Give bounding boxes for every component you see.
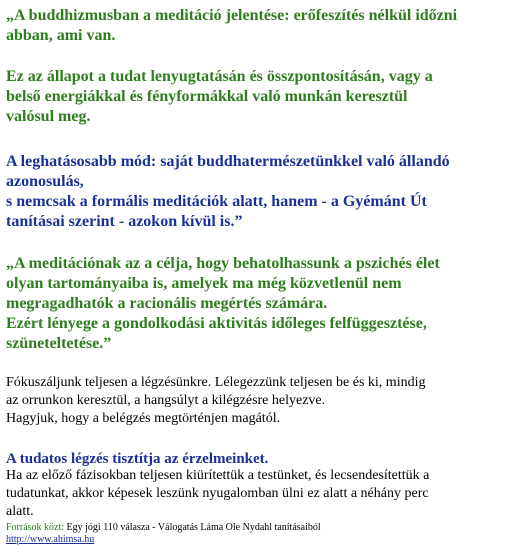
breathing-line1: Fókuszáljunk teljesen a légzésünkre. Lélegezzünk teljesen be és ki, mindig — [6, 375, 426, 390]
quote2-line2: olyan tartományaiba is, amelyek ma még közvetlenül nem — [6, 275, 402, 292]
breathing-line2: az orrunkon keresztül, a hangsúlyt a kilégzésre helyezve. — [6, 393, 326, 408]
breathing-line3: Hagyjuk, hogy a belégzés megtörténjen magától. — [6, 411, 281, 426]
paragraph-most-effective — [6, 152, 514, 232]
paragraph-state — [6, 67, 514, 127]
heading-conscious-breathing: A tudatos légzés tisztítja az érzelmeinket. — [6, 451, 269, 467]
quote-meditation-purpose — [6, 254, 514, 354]
source-citation — [6, 522, 514, 546]
quote2-line4: Ezért lényege a gondolkodási aktivitás időleges felfüggesztése, — [6, 315, 427, 332]
paragraph-breathing — [6, 374, 514, 428]
quote2-line3: megragadhatók a racionális megértés számára. — [6, 295, 328, 312]
conscious-line2: tudatunkat, akkor képesek leszünk nyugalomban ülni ez alatt a néhány perc — [6, 486, 429, 501]
quote1-line1: „A buddhizmusban a meditáció jelentése: erőfeszítés nélkül időzni — [6, 7, 458, 24]
quote1-line2: abban, ami van. — [6, 27, 116, 44]
para2-line3: valósul meg. — [6, 108, 91, 125]
quote2-line5: szüneteltetése.” — [6, 335, 112, 352]
source-label: Források közt: — [6, 522, 65, 533]
para3-line3: s nemcsak a formális meditációk alatt, hanem - a Gyémánt Út — [6, 193, 427, 210]
para3-line1: A leghatásosabb mód: saját buddhatermészetünkkel való állandó — [6, 153, 450, 170]
source-text: Egy jógi 110 válasza - Válogatás Láma Ole Nydahl tanításaiból — [64, 522, 321, 533]
para2-line1: Ez az állapot a tudat lenyugtatásán és összpontosításán, vagy a — [6, 68, 433, 85]
quote2-line1: „A meditációnak az a célja, hogy behatolhassunk a pszichés élet — [6, 255, 440, 272]
source-link[interactable]: http://www.ahimsa.hu — [6, 534, 95, 545]
conscious-line3: alatt. — [6, 504, 34, 519]
para2-line2: belső energiákkal és fényformákkal való munkán keresztül — [6, 88, 408, 105]
para3-line2: azonosulás, — [6, 173, 84, 190]
para3-line4: tanításai szerint - azokon kívül is.” — [6, 213, 243, 230]
conscious-line1: Ha az előző fázisokban teljesen kiürítettük a testünket, és lecsendesítettük a — [6, 468, 430, 483]
paragraph-conscious-breathing — [6, 467, 514, 521]
quote-buddhism-meditation — [6, 6, 514, 46]
